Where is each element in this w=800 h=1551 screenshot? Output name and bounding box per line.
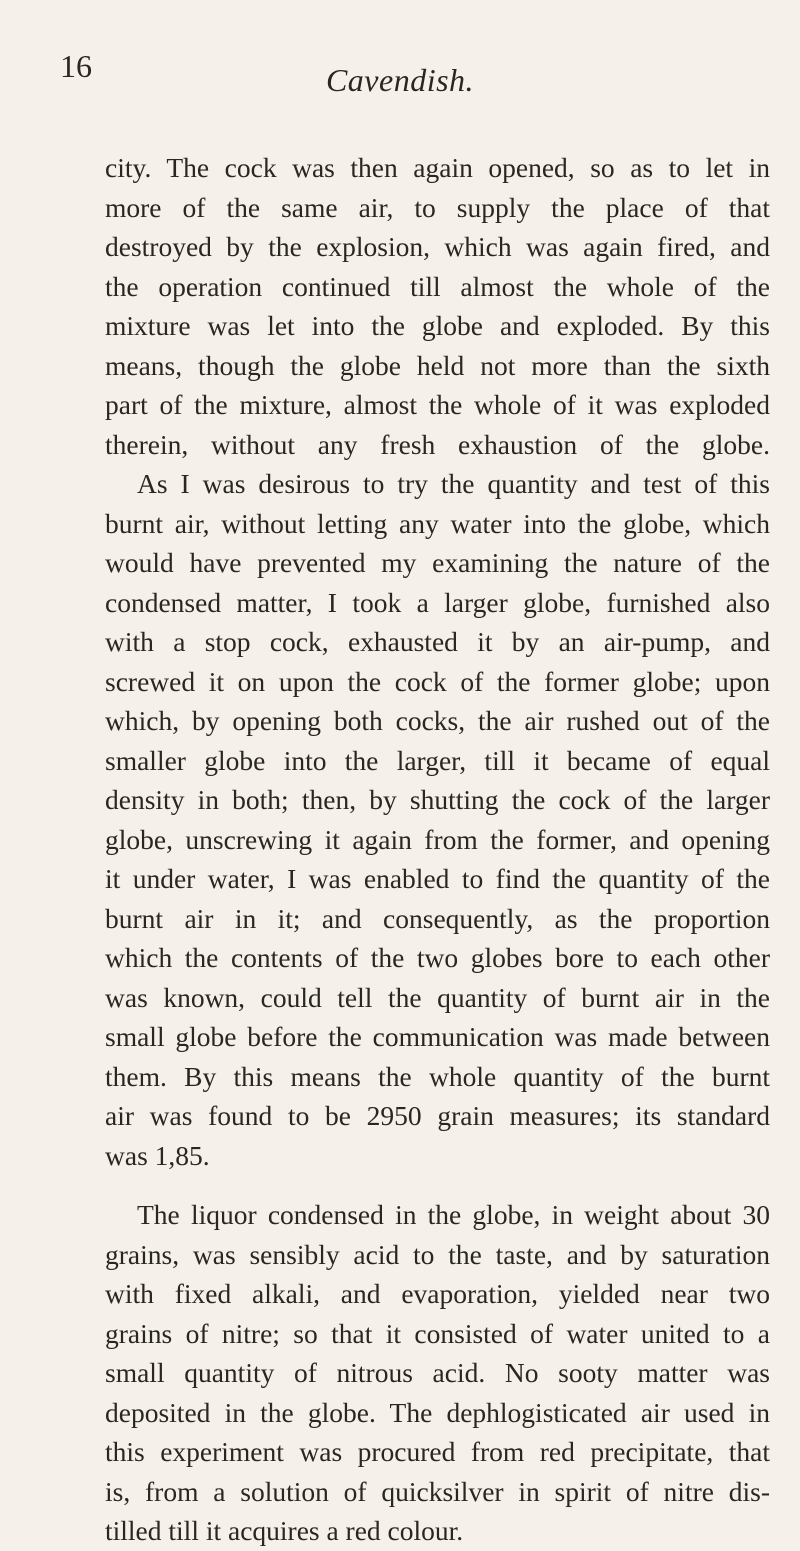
- text-line: is, from a solution of quicksilver in spirit of nitre dis-: [105, 1475, 770, 1507]
- text-line: condensed matter, I took a larger globe, furnished also: [105, 586, 770, 618]
- body-text: [105, 148, 770, 1551]
- text-line: deposited in the globe. The dephlogisticated air used in: [105, 1396, 770, 1428]
- text-line: globe, unscrewing it again from the former, and opening: [105, 823, 770, 855]
- text-line: city. The cock was then again opened, so as to let in: [105, 152, 770, 183]
- text-line: grains, was sensibly acid to the taste, and by saturation: [105, 1238, 770, 1270]
- text-line: tilled till it acquires a red colour.: [105, 1515, 464, 1546]
- text-line: which the contents of the two globes bore to each other: [105, 942, 770, 973]
- text-line: burnt air, without letting any water into the globe, which: [105, 507, 770, 539]
- text-line: means, though the globe held not more than the sixth: [105, 349, 770, 381]
- page-number: 16: [60, 48, 92, 84]
- text-line: with a stop cock, exhausted it by an air-pump, and: [105, 626, 770, 657]
- text-line: them. By this means the whole quantity of the burnt: [105, 1060, 770, 1092]
- text-line: was known, could tell the quantity of burnt air in the: [105, 981, 770, 1013]
- text-line: burnt air in it; and consequently, as the proportion: [105, 902, 770, 934]
- text-line: small quantity of nitrous acid. No sooty matter was: [105, 1357, 770, 1388]
- text-line: air was found to be 2950 grain measures; its standard: [105, 1100, 770, 1131]
- text-line: this experiment was procured from red precipitate, that: [105, 1436, 770, 1467]
- paragraph: [105, 1195, 770, 1551]
- text-line: smaller globe into the larger, till it became of equal: [105, 744, 770, 776]
- text-line: would have prevented my examining the nature of the: [105, 547, 770, 578]
- text-line: which, by opening both cocks, the air rushed out of the: [105, 705, 770, 736]
- text-line: mixture was let into the globe and exploded. By this: [105, 310, 770, 341]
- text-line: destroyed by the explosion, which was again fired, and: [105, 231, 770, 262]
- text-line: the operation continued till almost the whole of the: [105, 270, 770, 302]
- text-line: it under water, I was enabled to find the quantity of the: [105, 863, 770, 894]
- running-head: Cavendish.: [325, 62, 475, 98]
- text-line: screwed it on upon the cock of the former globe; upon: [105, 665, 770, 697]
- text-line: therein, without any fresh exhaustion of the globe.: [105, 428, 770, 460]
- text-line: more of the same air, to supply the place of that: [105, 191, 770, 223]
- paragraph-break: [105, 1175, 770, 1195]
- text-line: density in both; then, by shutting the cock of the larger: [105, 784, 770, 815]
- text-line: small globe before the communication was made between: [105, 1021, 770, 1052]
- paragraph: [105, 148, 770, 1175]
- text-line: with fixed alkali, and evaporation, yielded near two: [105, 1278, 770, 1309]
- text-line: As I was desirous to try the quantity and test of this: [137, 468, 770, 499]
- text-line: part of the mixture, almost the whole of it was exploded: [105, 389, 770, 420]
- text-line: was 1,85.: [105, 1139, 210, 1171]
- text-line: The liquor condensed in the globe, in weight about 30: [137, 1199, 770, 1230]
- text-line: grains of nitre; so that it consisted of water united to a: [105, 1317, 770, 1349]
